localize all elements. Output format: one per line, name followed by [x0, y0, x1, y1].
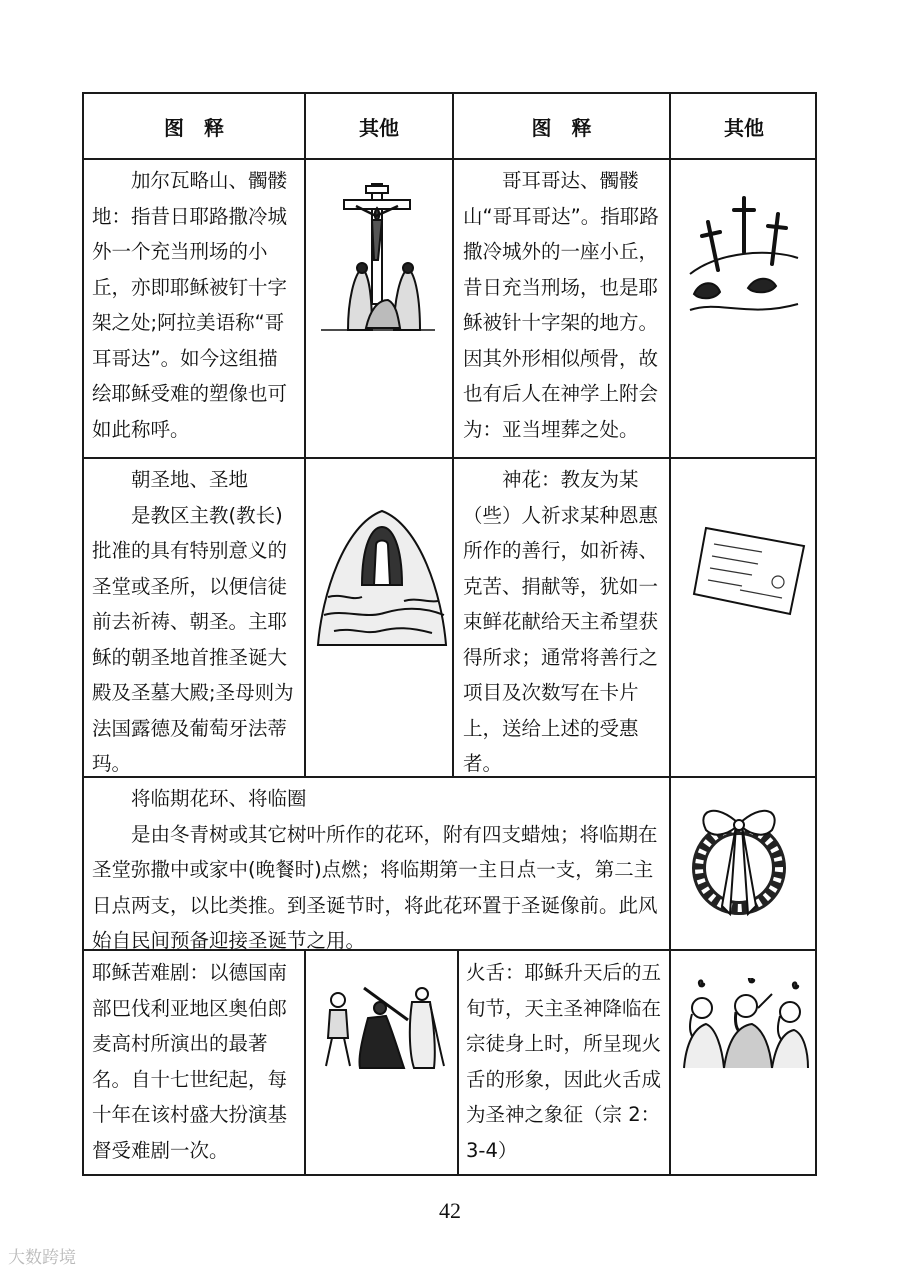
advent-wreath-illustration [686, 796, 792, 926]
watermark: 大数跨境 [8, 1248, 76, 1268]
entry-calvary-text: 加尔瓦略山、髑髅地：指昔日耶路撒冷城外一个充当刑场的小丘，亦即耶稣被钉十字架之处;阿拉美语称“哥耳哥达”。如今这组描绘耶稣受难的塑像也可如此称呼。 [92, 169, 288, 441]
table-divider [457, 950, 459, 1176]
table-divider [304, 950, 306, 1176]
table-divider [82, 457, 817, 459]
header-other-2: 其他 [724, 116, 764, 140]
three-crosses-illustration [688, 192, 800, 322]
table-divider [452, 92, 454, 777]
table-divider [669, 92, 671, 1176]
grotto-shrine-illustration [314, 505, 450, 647]
crucifixion-illustration [316, 180, 440, 332]
entry-pilgrimage-title: 朝圣地、圣地 [131, 468, 249, 491]
entry-advent-body: 是由冬青树或其它树叶所作的花环，附有四支蜡烛；将临期在圣堂弥撒中或家中(晚餐时)点燃；将临期第一主日点一支，第二主日点两支，以比类推。到圣诞节时，将此花环置于圣诞像前。此风始自民间预备迎接圣诞节之用。 [92, 822, 658, 952]
entry-advent-wreath-text [92, 781, 662, 959]
header-explanation-2: 图 释 [531, 116, 592, 140]
table-divider [82, 158, 817, 160]
entry-advent-title: 将临期花环、将临圈 [131, 787, 307, 810]
entry-spiritual-flower-text: 神花：教友为某（些）人祈求某种恩惠所作的善行，如祈祷、克苦、捐献等，犹如一束鲜花献给天主希望获得所求；通常将善行之项目及次数写在卡片上，送给上述的受惠者。 [463, 468, 659, 775]
header-explanation-1: 图 释 [164, 116, 224, 140]
entry-pilgrimage-body: 是教区主教(教长)批准的具有特别意义的圣堂或圣所，以便信徒前去祈祷、朝圣。主耶稣的朝圣地首推圣诞大殿及圣墓大殿;圣母则为法国露德及葡萄牙法蒂玛。 [92, 503, 294, 775]
entry-passion-play-text: 耶稣苦难剧：以德国南部巴伐利亚地区奥伯郎麦高村所演出的最著名。自十七世纪起，每十年在该村盛大扮演基督受难剧一次。 [92, 961, 288, 1162]
passion-play-illustration [318, 980, 450, 1070]
tongues-of-fire-illustration [680, 978, 810, 1072]
table-divider [304, 92, 306, 777]
page-number: 42 [439, 1198, 461, 1223]
spiritual-bouquet-card-illustration [692, 524, 806, 616]
entry-golgotha-text: 哥耳哥达、髑髅山“哥耳哥达”。指耶路撒冷城外的一座小丘，昔日充当刑场，也是耶稣被针十字架的地方。因其外形相似颅骨，故也有后人在神学上附会为：亚当埋葬之处。 [463, 169, 659, 441]
entry-pilgrimage-text [92, 462, 294, 782]
header-other-1: 其他 [359, 116, 399, 140]
entry-tongues-of-fire-text: 火舌：耶稣升天后的五旬节，天主圣神降临在宗徒身上时，所呈现火舌的形象，因此火舌成为圣神之象征（宗 2：3-4） [466, 961, 662, 1162]
